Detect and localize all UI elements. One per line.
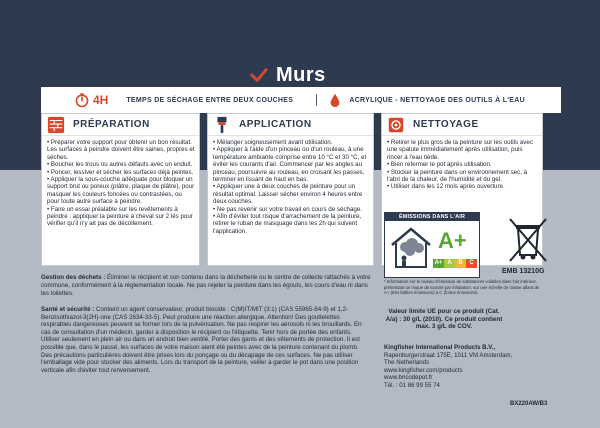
list-item: • Appliquer la sous-couche adéquate pour bloquer un support brut ou poreux (plâtre, plaque de plâtre), pour masquer les couleurs foncées ou contrastées, ou pour toute autre surface à peindre. — [47, 176, 195, 206]
recycling-code: EMB 13210G — [502, 268, 545, 275]
list-item: • Appliquer à l'aide d'un pinceau ou d'un rouleau, à une température ambiante comprise entre 10 °C et 30 °C, et éviter les courants d'air. Commencer par les angles au pinceau, poursuivre au rouleau, en croisant les passes, terminer en lissant de haut en bas. — [213, 146, 367, 184]
drying-label: TEMPS DE SÉCHAGE ENTRE DEUX COUCHES — [126, 96, 294, 104]
divider — [316, 94, 317, 106]
house-cloud-icon — [389, 225, 433, 269]
company-line: Rapenburgerstraat 175E, 1011 VM Amsterdam, — [384, 351, 513, 359]
list-item: • Poncer, lessiver et sécher les surfaces déjà peintes. — [47, 168, 194, 176]
preparation-heading: PRÉPARATION — [73, 119, 150, 130]
crossed-bin-icon — [506, 215, 550, 263]
wall-icon — [47, 116, 65, 134]
info-bar — [41, 87, 561, 113]
drying-hours: 4H — [93, 93, 109, 107]
brush-icon — [213, 116, 231, 134]
waste-text: Éliminer le récipient et son contenu dans la déchetterie ou le centre de collecte rattachés à votre commune, conformément à la réglementation locale. Ne pas rejeter la peinture dans les égouts, les cours d'eau ni dans les toilettes. — [41, 274, 371, 297]
company-line: www.kingfisher.com/products — [384, 366, 463, 374]
company-line: www.bricodepot.fr — [384, 374, 433, 382]
preparation-panel — [41, 113, 200, 266]
application-header — [208, 114, 373, 136]
company-name: Kingfisher International Products B.V., — [384, 344, 496, 351]
emission-rating: A+ — [438, 228, 467, 253]
safety-label: Santé et sécurité : — [41, 306, 95, 313]
preparation-text — [42, 136, 199, 228]
list-item: • Faire un essai préalable sur les revêtements à peindre : appliquer la peinture à cheval sur 2 lés pour vérifier qu'il n'y ait pas de décollement. — [47, 205, 193, 228]
emissions-note: * Information sur le niveau d'émission de substances volatiles dans l'air intérieur, présentant un risque de toxicité par inhalation, sur une échelle de classe allant de A+ (très faibles émissions) à C (fortes émissions). — [384, 279, 540, 296]
scale-a: A — [444, 259, 455, 268]
safety-section — [41, 306, 371, 374]
cleaning-text — [382, 136, 542, 191]
title-text: Murs — [276, 63, 326, 86]
application-text — [208, 136, 373, 235]
list-item: • Afin d'éviter tout risque d'arrachement de la peinture, retirer le ruban de masquage dans les 2h qui suivent l'application. — [213, 213, 362, 235]
application-heading: APPLICATION — [239, 119, 312, 130]
product-reference: BX220AW/B3 — [510, 401, 548, 407]
list-item: • Mélanger soigneusement avant utilisation. — [213, 139, 333, 146]
cleaning-heading: NETTOYAGE — [413, 119, 479, 130]
cleaning-header — [382, 114, 542, 136]
paint-can-icon — [387, 116, 405, 134]
water-drop-icon — [329, 93, 341, 107]
preparation-header — [42, 114, 199, 136]
emissions-heading: ÉMISSIONS DANS L'AIR INTÉRIEUR* — [385, 213, 479, 221]
checkmark-icon — [250, 66, 268, 84]
stopwatch-icon — [74, 92, 90, 108]
list-item: • Utiliser dans les 12 mois après ouverture. — [387, 183, 505, 191]
emissions-label — [384, 212, 480, 278]
list-item: • Bien refermer le pot après utilisation. — [387, 161, 492, 169]
waste-section — [41, 274, 371, 297]
scale-c: C — [466, 259, 477, 268]
cleaning-label: ACRYLIQUE - NETTOYAGE DES OUTILS À L'EAU — [349, 96, 525, 104]
list-item: • Boucher les trous ou autres défauts avec un enduit. — [47, 161, 193, 169]
company-line: The Netherlands — [384, 359, 430, 367]
list-item: • Ne pas revenir sur votre travail en cours de séchage. — [213, 205, 363, 213]
safety-text: Contient un agent conservateur, produit biocide : C(M)IT/MIT (3:1) (CAS 55965-84-9) et 1,2-Benzisothiazol-3(2H)-one (CAS 2634-33-5). Peut produire une réaction allergique. Attention! Des gouttelettes respirables dangereuses peuvent se former lors de la pulvérisation. Ne pas respirer les aérosols ni les brouillards. En cas de consultation d'un médecin, garder à disposition le récipient ou l'étiquette. Tenir hors de portée des enfants. Utiliser seulement en plein air ou dans un endroit bien ventilé. Porter des gants et des vêtements de protection. Il est possible que, dans le passé, les surfaces de votre maison aient été peintes avec de la peinture contenant du plomb. Des précautions particulières doivent être prises lors du ponçage ou du décapage de ces surfaces. Ne pas utiliser l'emballage vide pour stocker des aliments. Lors du transport de la peinture, veiller à garder le pot dans une position verticale afin d'éviter tout renversement. — [41, 306, 362, 374]
scale-aplus: A+ — [434, 260, 443, 266]
company-line: Tél. : 01 86 99 55 74 — [384, 381, 440, 389]
application-panel — [207, 113, 374, 266]
list-item: • Préparer votre support pour obtenir un bon résultat. Les surfaces à peindre doivent être saines, propres et sèches. — [47, 139, 195, 161]
emission-scale — [433, 259, 477, 268]
waste-label: Gestion des déchets : — [41, 274, 106, 281]
list-item: • Appliquer une à deux couches de peinture pour un résultat optimal. Laisser sécher environ 4 heures entre deux couches. — [213, 183, 363, 206]
scale-b: B — [455, 259, 466, 268]
list-item: • Stocker la peinture dans un environnement sec, à l'abri de la chaleur, de l'humidité et du gel. — [387, 168, 528, 184]
company-info — [384, 344, 512, 390]
product-title — [250, 63, 326, 87]
list-item: • Retirer le plus gros de la peinture sur les outils avec une spatule immédiatement après utilisation, puis rincer à l'eau tiède. — [387, 139, 533, 161]
eu-limit-value: Valeur limite UE pour ce produit (Cat. A/a) : 30 g/L (2010). Ce produit contient max. 3 g/L de COV. — [385, 308, 503, 331]
